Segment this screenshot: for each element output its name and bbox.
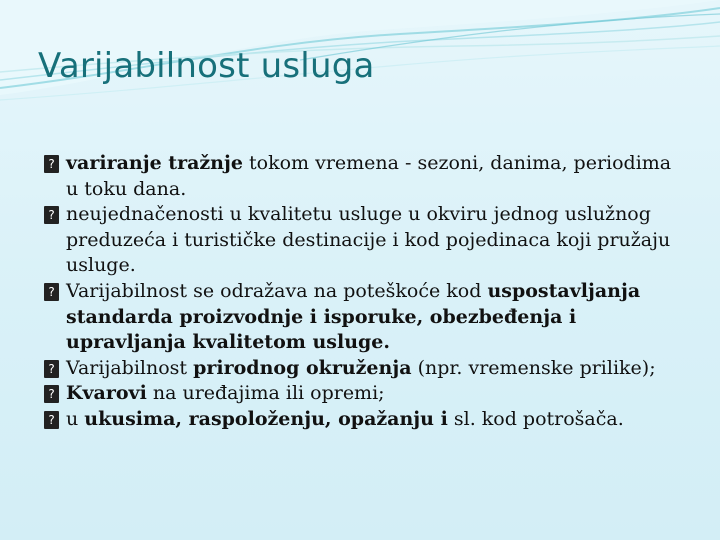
list-item [44,151,684,202]
text: Varijabilnost se odražava na poteškoće kod [66,279,488,302]
list-item [44,279,684,356]
bullet-marker-icon: ? [44,385,59,403]
bold-text: Kvarovi [66,382,147,405]
text: (npr. vremenske prilike); [411,356,656,379]
text: tokom vremena - sezoni, danima, periodima u toku dana. [66,152,672,200]
text: na uređajima ili opremi; [146,382,385,405]
text: Varijabilnost [66,356,194,379]
bullet-marker-icon: ? [44,206,59,224]
bullet-marker-icon: ? [44,283,59,301]
bullet-list [44,151,684,433]
list-item [44,356,684,382]
text: neujednačenosti u kvalitetu usluge u okviru jednog uslužnog preduzeća i turističke destinacije i kod pojedinaca koji pružaju usluge. [66,203,671,277]
bold-text: variranje tražnje [66,152,243,174]
slide-title: Varijabilnost usluga [38,46,375,86]
bold-text: uspostavljanja standarda proizvodnje i isporuke, obezbeđenja i upravljanja kvalitetom usluge. [66,279,641,354]
list-item [44,381,684,407]
bullet-marker-icon: ? [44,155,59,173]
bold-text: prirodnog okruženja [193,356,412,379]
bullet-marker-icon: ? [44,411,59,429]
bullet-marker-icon: ? [44,360,59,378]
text: sl. kod potrošača. [447,407,624,430]
text: u [66,407,85,430]
list-item [44,407,684,433]
bold-text: ukusima, raspoloženju, opažanju i [84,407,448,430]
list-item [44,202,684,279]
